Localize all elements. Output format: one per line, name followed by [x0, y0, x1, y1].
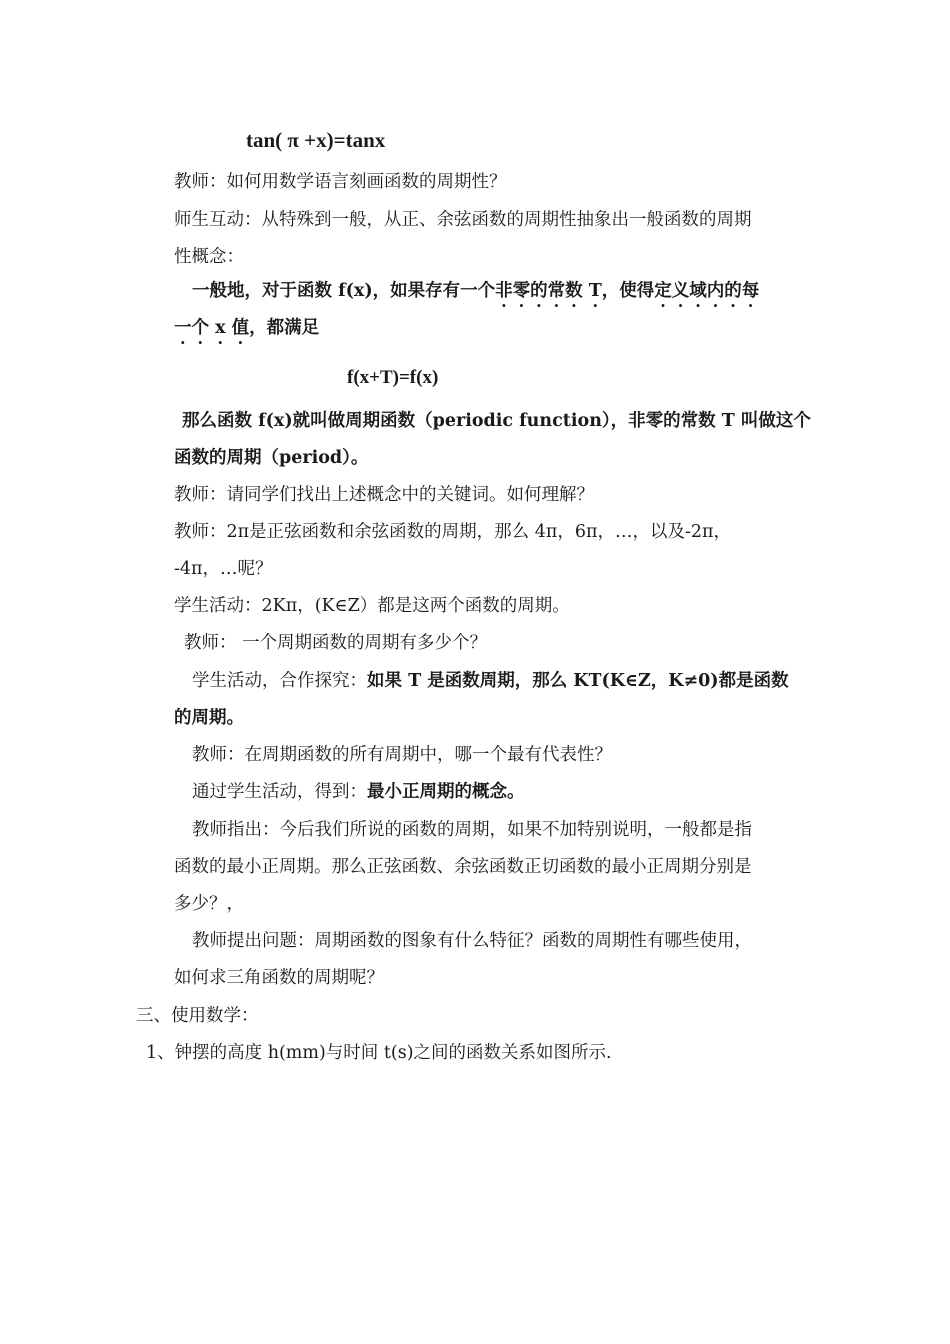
periodic-function-line-1: 那么函数 f(x)就叫做周期函数（periodic function），非零的常数 T 叫做这个	[182, 411, 811, 431]
definition-emphasis-domain-each: 定义域内的每	[654, 281, 760, 301]
paragraph-teacher-2pi-line-1: 教师：2π是正弦函数和余弦函数的周期，那么 4π，6π，…，以及-2π，	[174, 522, 732, 542]
student-activity-label: 学生活动，合作探究：	[192, 671, 367, 691]
smallest-positive-period-concept: 最小正周期的概念。	[367, 782, 525, 802]
definition-text: 一般地，对于函数 f(x)，如果存有一个	[192, 281, 496, 301]
paragraph-student-activity-1: 学生活动：2Kπ，(K∈Z）都是这两个函数的周期。	[174, 596, 570, 616]
paragraph-teacher-note-line-2: 函数的最小正周期。那么正弦函数、余弦函数正切函数的最小正周期分别是	[174, 857, 752, 877]
periodic-function-line-2: 函数的周期（period）。	[174, 448, 369, 468]
paragraph-teacher-question-line-2: 如何求三角函数的周期呢？	[174, 968, 384, 988]
paragraph-teacher-note-line-3: 多少？，	[174, 894, 244, 914]
definition-line-2	[174, 316, 319, 340]
paragraph-teacher-representative: 教师：在周期函数的所有周期中，哪一个最有代表性？	[192, 745, 612, 765]
paragraph-teacher-2pi-line-2: -4π，…呢？	[174, 559, 273, 579]
paragraph-teacher-question-line-1: 教师提出问题：周期函数的图象有什么特征？函数的周期性有哪些使用，	[192, 931, 752, 951]
paragraph-student-activity-2-line-2: 的周期。	[174, 708, 244, 728]
student-activity-label: 通过学生活动，得到：	[192, 782, 367, 802]
definition-line-1	[192, 279, 759, 303]
formula-periodic-definition: f(x+T)=f(x)	[347, 367, 439, 388]
definition-text: ，使得	[601, 281, 655, 301]
paragraph-student-activity-3	[192, 780, 525, 804]
formula-tan-identity: tan( π +x)=tanx	[246, 128, 386, 152]
definition-emphasis-each-x: 一个 x · 值	[174, 318, 249, 338]
paragraph-question-1: 教师：如何用数学语言刻画函数的周期性？	[174, 172, 507, 192]
exercise-1: 1、钟摆的高度 h(mm)与时间 t(s)之间的函数关系如图所示.	[146, 1043, 612, 1063]
paragraph-interaction-line-2: 性概念：	[174, 247, 244, 267]
paragraph-student-activity-2-line-1	[192, 669, 789, 693]
paragraph-teacher-keywords: 教师：请同学们找出上述概念中的关键词。如何理解？	[174, 485, 594, 505]
student-activity-conclusion: 如果 T 是函数周期，那么 KT(K∈Z，K≠0)都是函数	[367, 671, 789, 691]
paragraph-teacher-how-many: 教师： 一个周期函数的周期有多少个？	[184, 633, 488, 653]
section-heading-use-math: 三、使用数学：	[136, 1006, 259, 1026]
paragraph-teacher-note-line-1: 教师指出：今后我们所说的函数的周期，如果不加特别说明，一般都是指	[192, 820, 752, 840]
definition-text: ，都满足	[249, 318, 320, 338]
paragraph-interaction-line-1: 师生互动：从特殊到一般，从正、余弦函数的周期性抽象出一般函数的周期	[174, 210, 752, 230]
definition-emphasis-nonzero-constant: 非零的常数 T ·	[495, 281, 602, 301]
